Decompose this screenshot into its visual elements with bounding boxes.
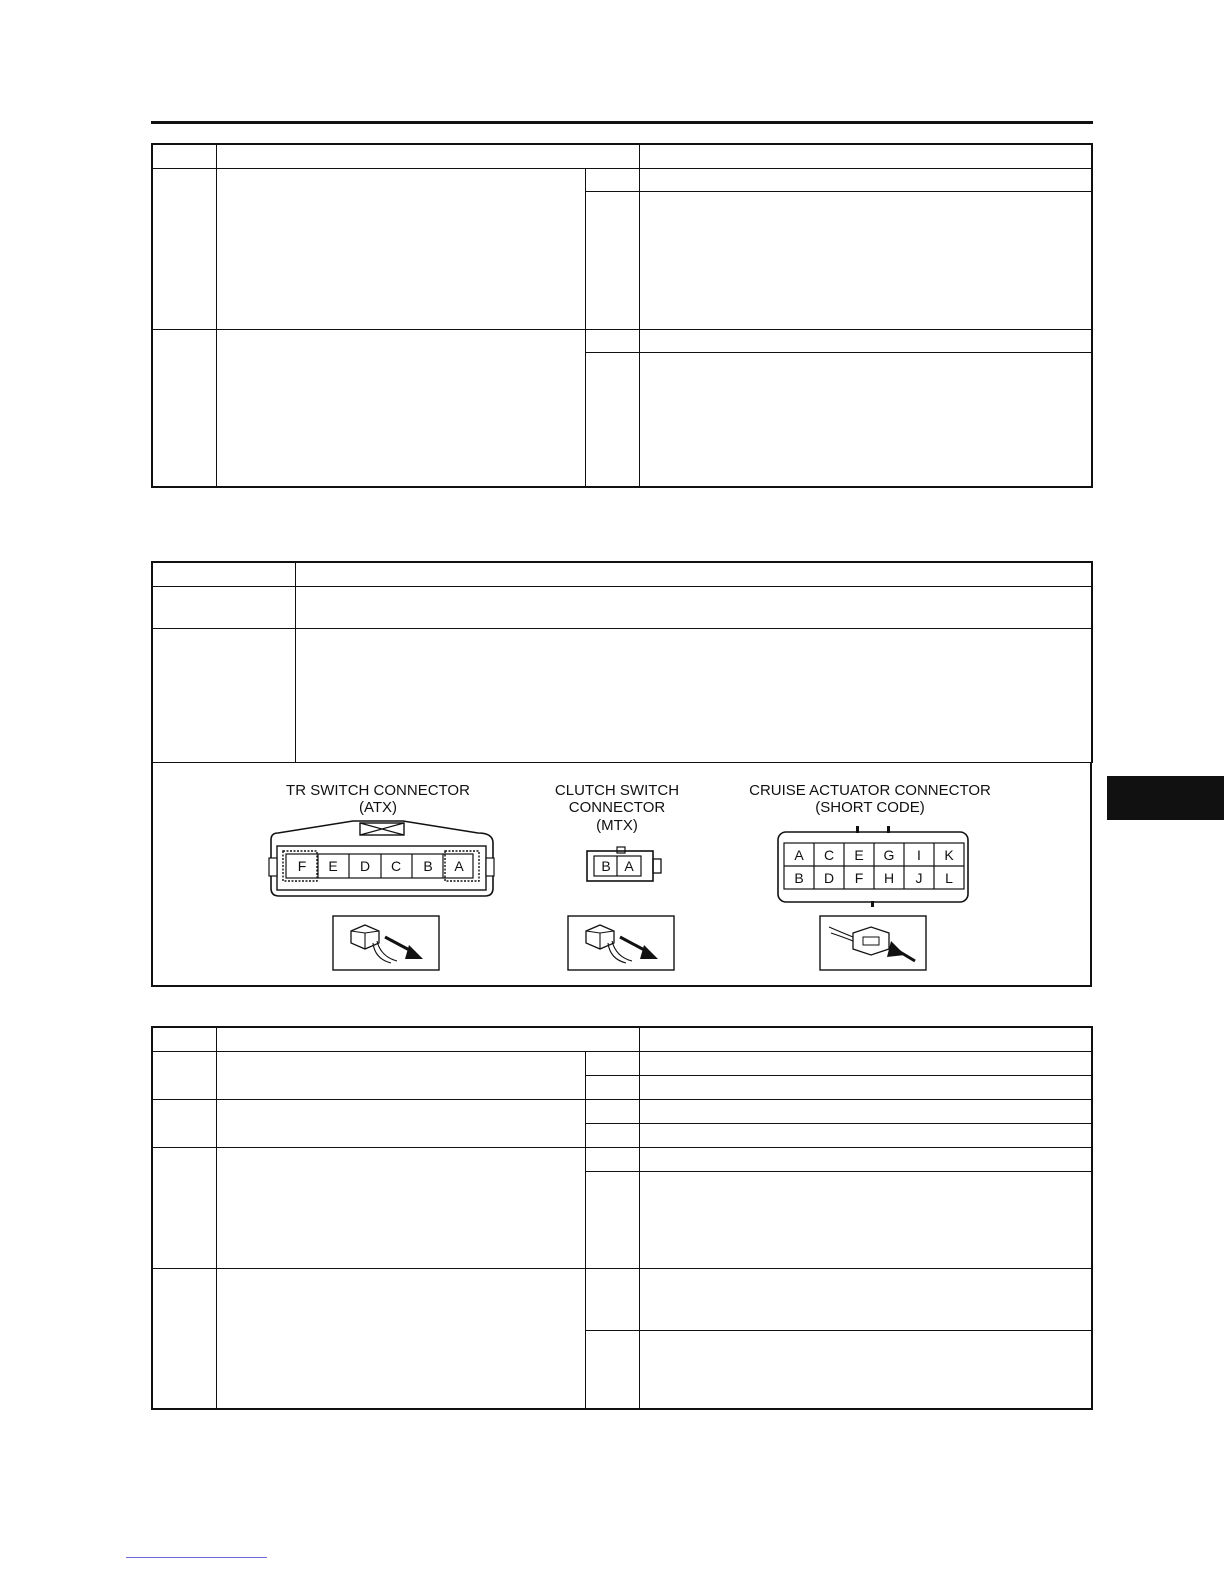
connector-diagram [151, 762, 1092, 987]
action-cell [639, 1330, 1092, 1409]
row-content-cell [295, 586, 1092, 628]
tr-pin: B [423, 858, 433, 874]
action-cell [639, 1123, 1092, 1147]
result-cell-no [585, 1171, 639, 1268]
cruise-pin: G [883, 847, 895, 863]
action-cell [639, 329, 1092, 352]
clutch-switch-title-1: CLUTCH SWITCH [554, 782, 680, 799]
header-cell-inspection [216, 1027, 639, 1051]
connector-harness-side-icon [568, 916, 674, 970]
cruise-pin: H [883, 870, 895, 886]
cruise-pin: I [917, 847, 921, 863]
header-cell-inspection [216, 144, 639, 168]
inspection-cell [216, 1099, 585, 1147]
step-cell [152, 1147, 216, 1268]
clutch-pin: B [601, 858, 611, 874]
result-cell-yes [585, 1268, 639, 1330]
cruise-pin: A [794, 847, 804, 863]
symptom-table [151, 561, 1093, 763]
result-cell-no [585, 1075, 639, 1099]
action-cell [639, 1075, 1092, 1099]
connector-harness-side-icon [333, 916, 439, 970]
row-content-cell [295, 628, 1092, 762]
action-cell [639, 1147, 1092, 1171]
header-cell-action [639, 1027, 1092, 1051]
result-cell-yes [585, 1051, 639, 1075]
clutch-switch-title-3: (MTX) [596, 817, 638, 834]
tr-switch-title-1: TR SWITCH CONNECTOR [286, 782, 470, 799]
cruise-actuator-title-2: (SHORT CODE) [815, 799, 925, 816]
tr-switch-title-2: (ATX) [358, 799, 398, 816]
inspection-cell [216, 329, 585, 487]
result-cell-no [585, 1123, 639, 1147]
tr-pin: E [328, 858, 338, 874]
cruise-pin: C [823, 847, 835, 863]
header-cell-content [295, 562, 1092, 586]
cruise-actuator-title-1: CRUISE ACTUATOR CONNECTOR [749, 782, 991, 799]
tr-pin: F [297, 858, 307, 874]
header-cell-step [152, 1027, 216, 1051]
action-cell [639, 1099, 1092, 1123]
result-cell-yes [585, 329, 639, 352]
header-cell-label [152, 562, 295, 586]
inspection-table-top [151, 143, 1093, 488]
cruise-pin: B [794, 870, 804, 886]
action-cell [639, 1268, 1092, 1330]
cruise-pin: E [854, 847, 864, 863]
result-cell-no [585, 191, 639, 329]
tr-pin: D [359, 858, 371, 874]
inspection-cell [216, 168, 585, 329]
action-cell [639, 1051, 1092, 1075]
inspection-cell [216, 1051, 585, 1099]
cruise-pin: J [915, 870, 923, 886]
footer-link-underline [126, 1557, 267, 1558]
header-rule [151, 121, 1093, 124]
inspection-table-bottom [151, 1026, 1093, 1410]
result-cell-yes [585, 168, 639, 191]
inspection-cell [216, 1147, 585, 1268]
cruise-actuator-connector [778, 826, 968, 907]
row-label-cell [152, 586, 295, 628]
action-cell [639, 191, 1092, 329]
result-cell-no [585, 1330, 639, 1409]
connector-diagram-svg [153, 763, 1094, 988]
header-cell-step [152, 144, 216, 168]
result-cell-yes [585, 1099, 639, 1123]
section-tab-marker [1107, 776, 1224, 820]
action-cell [639, 1171, 1092, 1268]
clutch-switch-title-2: CONNECTOR [568, 799, 666, 816]
tr-pin: C [390, 858, 402, 874]
step-cell [152, 1268, 216, 1409]
action-cell [639, 352, 1092, 487]
step-cell [152, 1051, 216, 1099]
clutch-switch-connector [587, 847, 661, 881]
cruise-pin: D [823, 870, 835, 886]
row-label-cell [152, 628, 295, 762]
tr-switch-connector [269, 821, 494, 896]
cruise-pin: L [945, 870, 953, 886]
action-cell [639, 168, 1092, 191]
cruise-pin: F [854, 870, 864, 886]
cruise-pin: K [944, 847, 954, 863]
clutch-pin: A [624, 858, 634, 874]
inspection-cell [216, 1268, 585, 1409]
tr-pin: A [454, 858, 464, 874]
step-cell [152, 1099, 216, 1147]
result-cell-yes [585, 1147, 639, 1171]
connector-terminal-side-icon [820, 916, 926, 970]
step-cell [152, 168, 216, 329]
header-cell-action [639, 144, 1092, 168]
step-cell [152, 329, 216, 487]
result-cell-no [585, 352, 639, 487]
